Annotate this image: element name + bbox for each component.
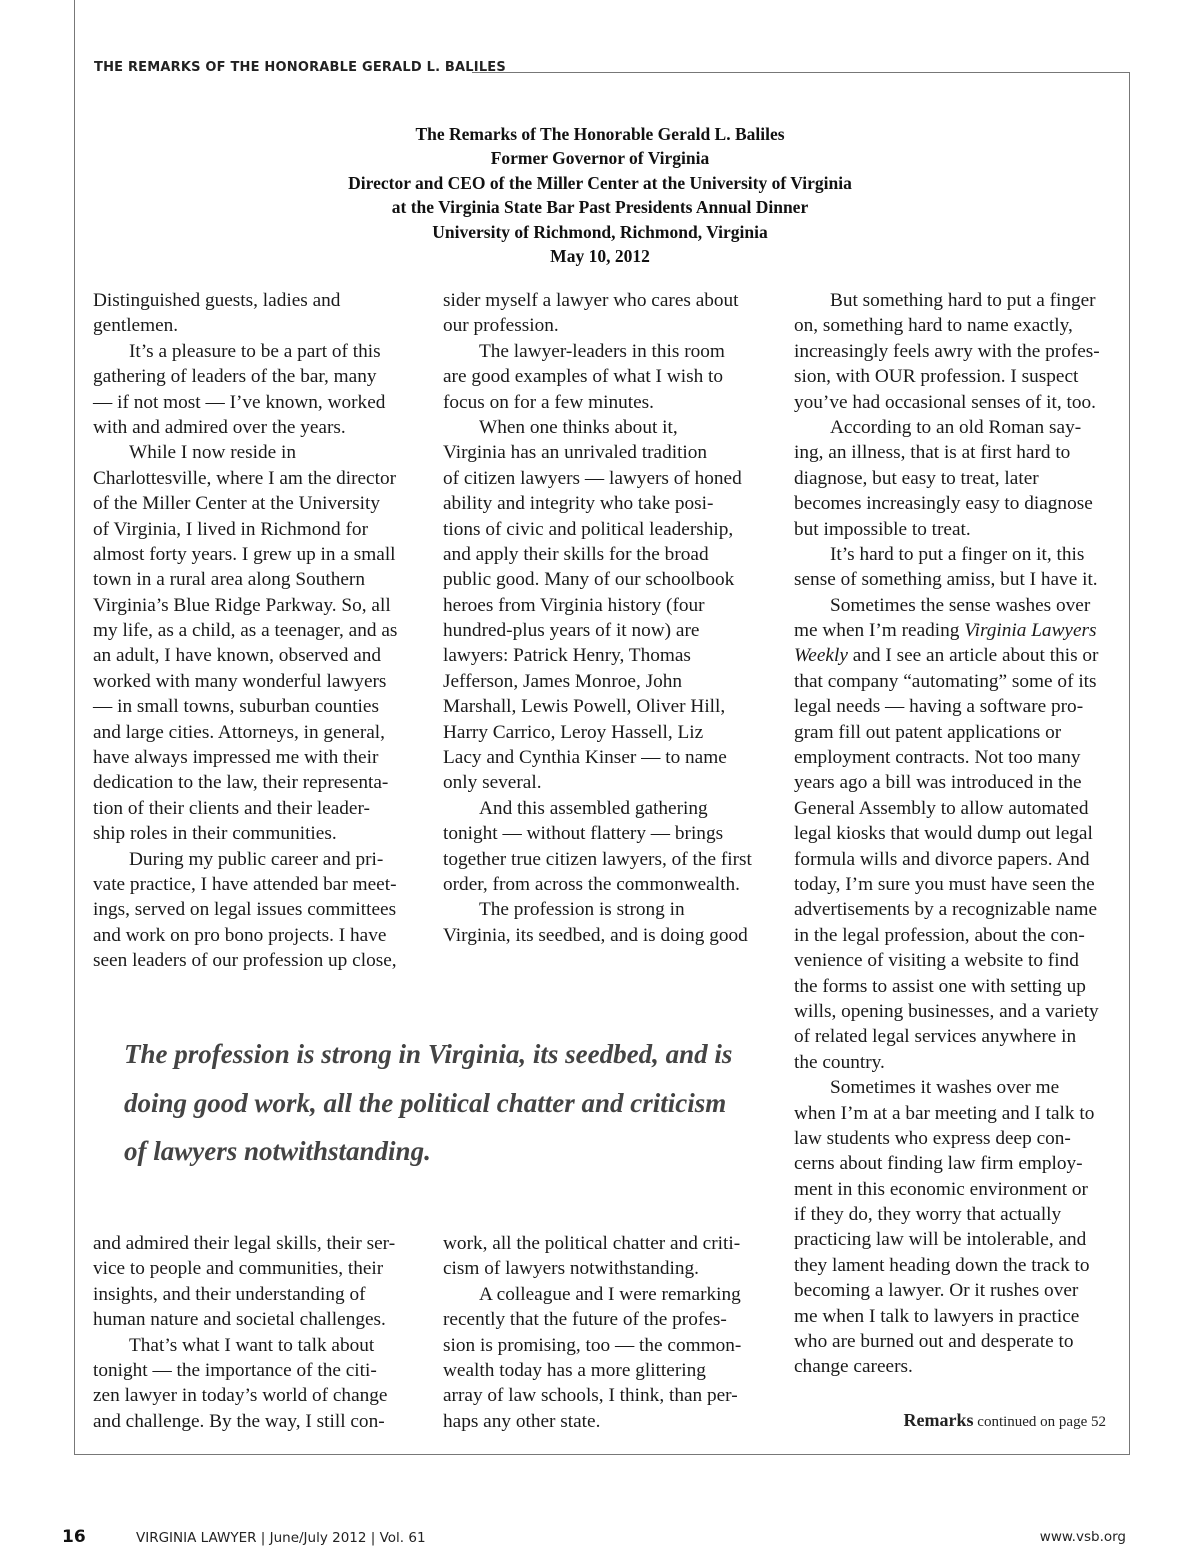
text-line: they lament heading down the track to [794, 1254, 1090, 1276]
text-line: have always impressed me with their [93, 747, 379, 769]
text-line: and challenge. By the way, I still con- [93, 1410, 385, 1432]
text-line: heroes from Virginia history (four [443, 594, 705, 616]
text-line: almost forty years. I grew up in a small [93, 543, 396, 565]
text-line: town in a rural area along Southern [93, 569, 365, 591]
text-line: ing, an illness, that is at first hard to [794, 442, 1071, 464]
text-line: wealth today has a more glittering [443, 1359, 706, 1381]
text-line: of the Miller Center at the University [93, 493, 380, 515]
speech-heading [300, 122, 900, 268]
text-line: and admired their legal skills, their ser- [93, 1233, 396, 1254]
text-line: years ago a bill was introduced in the [794, 772, 1082, 794]
text-line: cism of lawyers notwithstanding. [443, 1258, 699, 1280]
text-line: public good. Many of our schoolbook [443, 569, 735, 591]
publication-title: Virginia Lawyers [964, 620, 1097, 642]
text-line: but impossible to treat. [794, 518, 971, 540]
text-line: seen leaders of our profession up close, [93, 950, 397, 972]
text-line: only several. [443, 772, 542, 794]
text-line: legal needs — having a software pro- [794, 696, 1084, 718]
text-span: me when I’m reading [794, 620, 960, 642]
text-line: if they do, they worry that actually [794, 1204, 1062, 1226]
continued-note [800, 1410, 1106, 1431]
heading-line: Director and CEO of the Miller Center at the University of Virginia [348, 172, 852, 193]
heading-line: University of Richmond, Richmond, Virginia [432, 221, 768, 242]
text-line: are good examples of what I wish to [443, 366, 724, 388]
text-line: A colleague and I were remarking [479, 1283, 741, 1305]
text-line: of related legal services anywhere in [794, 1026, 1077, 1048]
text-line: tion of their clients and their leader- [93, 797, 370, 819]
text-line: sion, with OUR profession. I suspect [794, 366, 1079, 388]
text-line: tonight — without flattery — brings [443, 823, 724, 845]
text-line: zen lawyer in today’s world of change [93, 1385, 388, 1407]
heading-line: Former Governor of Virginia [490, 148, 710, 169]
text-line: and work on pro bono projects. I have [93, 924, 387, 946]
text-line: During my public career and pri- [129, 848, 384, 870]
text-line: — if not most — I’ve known, worked [93, 391, 386, 413]
text-line: human nature and societal challenges. [93, 1309, 386, 1331]
publication-title: Weekly [794, 645, 848, 667]
heading-line: May 10, 2012 [550, 246, 650, 267]
footer-url: www.vsb.org [1039, 1529, 1126, 1545]
text-line: and apply their skills for the broad [443, 543, 709, 565]
text-line: tonight — the importance of the citi- [93, 1359, 377, 1381]
text-line: The lawyer-leaders in this room [479, 340, 725, 362]
text-line: becoming a lawyer. Or it rushes over [794, 1280, 1079, 1302]
text-line: and large cities. Attorneys, in general, [93, 721, 385, 743]
text-line: It’s a pleasure to be a part of this [129, 340, 381, 362]
text-line: today, I’m sure you must have seen the [794, 873, 1095, 895]
text-line: Distinguished guests, ladies and [93, 290, 341, 311]
text-line: law students who express deep con- [794, 1127, 1071, 1149]
text-line [794, 618, 1114, 643]
heading-line: at the Virginia State Bar Past Presidents Annual Dinner [391, 197, 809, 218]
text-line: gathering of leaders of the bar, many [93, 366, 377, 388]
text-line: When one thinks about it, [479, 416, 678, 438]
text-line: Jefferson, James Monroe, John [443, 670, 683, 692]
text-line: wills, opening businesses, and a variety [794, 1000, 1099, 1022]
text-line: Virginia, its seedbed, and is doing good [443, 924, 748, 946]
pull-quote-line: of lawyers notwithstanding. [124, 1136, 431, 1166]
text-line: of citizen lawyers — lawyers of honed [443, 467, 742, 489]
text-line: Sometimes the sense washes over [830, 594, 1091, 616]
text-line: worked with many wonderful lawyers [93, 670, 387, 692]
text-line: Lacy and Cynthia Kinser — to name [443, 747, 727, 769]
continued-text: continued on page 52 [973, 1414, 1106, 1430]
column-1-top [93, 288, 413, 974]
text-line: together true citizen lawyers, of the first [443, 848, 752, 870]
text-line: But something hard to put a finger [830, 290, 1096, 311]
frame-rule-left [74, 0, 75, 1454]
pull-quote-line: The profession is strong in Virginia, its seedbed, and is [124, 1039, 733, 1069]
text-line: who are burned out and desperate to [794, 1331, 1074, 1353]
text-line: that company “automating” some of its [794, 670, 1097, 692]
text-line: with and admired over the years. [93, 416, 346, 438]
text-line: dedication to the law, their representa- [93, 772, 389, 794]
text-line: gram fill out patent applications or [794, 721, 1062, 743]
text-line: in the legal profession, about the con- [794, 924, 1085, 946]
text-line: lawyers: Patrick Henry, Thomas [443, 645, 691, 667]
text-line: Virginia has an unrivaled tradition [443, 442, 708, 464]
text-line: Charlottesville, where I am the director [93, 467, 397, 489]
text-line: ship roles in their communities. [93, 823, 337, 845]
text-line: That’s what I want to talk about [129, 1334, 375, 1356]
text-line: sider myself a lawyer who cares about [443, 290, 739, 311]
text-line [794, 643, 1114, 668]
text-line: me when I talk to lawyers in practice [794, 1305, 1080, 1327]
text-line: work, all the political chatter and criti- [443, 1233, 741, 1254]
text-line: Marshall, Lewis Powell, Oliver Hill, [443, 696, 726, 718]
magazine-footer: VIRGINIA LAWYER | June/July 2012 | Vol. 61 [136, 1530, 426, 1546]
text-line: hundred-plus years of it now) are [443, 620, 700, 642]
text-line: ment in this economic environment or [794, 1178, 1088, 1200]
text-line: increasingly feels awry with the profes- [794, 340, 1100, 362]
continued-keyword: Remarks [903, 1410, 974, 1430]
text-line: sion is promising, too — the common- [443, 1334, 742, 1356]
text-line: change careers. [794, 1356, 913, 1378]
frame-rule-bottom [74, 1454, 1130, 1455]
text-line: vate practice, I have attended bar meet- [93, 873, 397, 895]
column-1-bottom [93, 1231, 413, 1434]
text-line: cerns about finding law firm employ- [794, 1153, 1083, 1175]
text-line: venience of visiting a website to find [794, 950, 1079, 972]
text-line: you’ve had occasional senses of it, too. [794, 391, 1096, 413]
text-line: According to an old Roman say- [830, 416, 1082, 438]
text-line: our profession. [443, 315, 559, 337]
text-span: and I see an article about this or [847, 645, 1099, 667]
text-line: order, from across the commonwealth. [443, 873, 740, 895]
text-line: employment contracts. Not too many [794, 747, 1081, 769]
text-line: when I’m at a bar meeting and I talk to [794, 1102, 1095, 1124]
page-number: 16 [62, 1527, 86, 1547]
text-line: Virginia’s Blue Ridge Parkway. So, all [93, 594, 391, 616]
text-line: becomes increasingly easy to diagnose [794, 493, 1093, 515]
text-line: vice to people and communities, their [93, 1258, 384, 1280]
text-line: haps any other state. [443, 1410, 601, 1432]
text-line: ings, served on legal issues committees [93, 899, 397, 921]
column-2-bottom [443, 1231, 763, 1434]
text-line: focus on for a few minutes. [443, 391, 654, 413]
text-line: practicing law will be intolerable, and [794, 1229, 1087, 1251]
text-line: Harry Carrico, Leroy Hassell, Liz [443, 721, 704, 743]
text-line: on, something hard to name exactly, [794, 315, 1073, 337]
text-line: It’s hard to put a finger on it, this [830, 543, 1085, 565]
pull-quote [124, 1030, 764, 1176]
text-line: diagnose, but easy to treat, later [794, 467, 1039, 489]
pull-quote-line: doing good work, all the political chatter and criticism [124, 1087, 727, 1118]
frame-rule-top [472, 72, 1130, 73]
column-2-top [443, 288, 763, 948]
text-line: my life, as a child, as a teenager, and as [93, 620, 398, 642]
text-line: array of law schools, I think, than per- [443, 1385, 738, 1407]
text-line: advertisements by a recognizable name [794, 899, 1098, 921]
text-line: ability and integrity who take posi- [443, 493, 714, 515]
column-3 [794, 288, 1114, 1380]
text-line: insights, and their understanding of [93, 1283, 366, 1305]
text-line: While I now reside in [129, 442, 297, 464]
text-line: Sometimes it washes over me [830, 1077, 1060, 1099]
text-line: sense of something amiss, but I have it. [794, 569, 1098, 591]
text-line: the country. [794, 1051, 885, 1073]
text-line: of Virginia, I lived in Richmond for [93, 518, 368, 540]
text-line: recently that the future of the profes- [443, 1309, 727, 1331]
heading-line: The Remarks of The Honorable Gerald L. Baliles [415, 124, 785, 144]
text-line: — in small towns, suburban counties [93, 696, 379, 718]
frame-rule-right [1129, 72, 1130, 1455]
text-line: an adult, I have known, observed and [93, 645, 382, 667]
text-line: And this assembled gathering [479, 797, 708, 819]
text-line: tions of civic and political leadership, [443, 518, 734, 540]
text-line: the forms to assist one with setting up [794, 975, 1086, 997]
text-line: gentlemen. [93, 315, 179, 337]
text-line: formula wills and divorce papers. And [794, 848, 1090, 870]
running-head: THE REMARKS OF THE HONORABLE GERALD L. BALILES [94, 60, 506, 75]
text-line: legal kiosks that would dump out legal [794, 823, 1093, 845]
text-line: The profession is strong in [479, 899, 685, 921]
text-line: General Assembly to allow automated [794, 797, 1089, 819]
